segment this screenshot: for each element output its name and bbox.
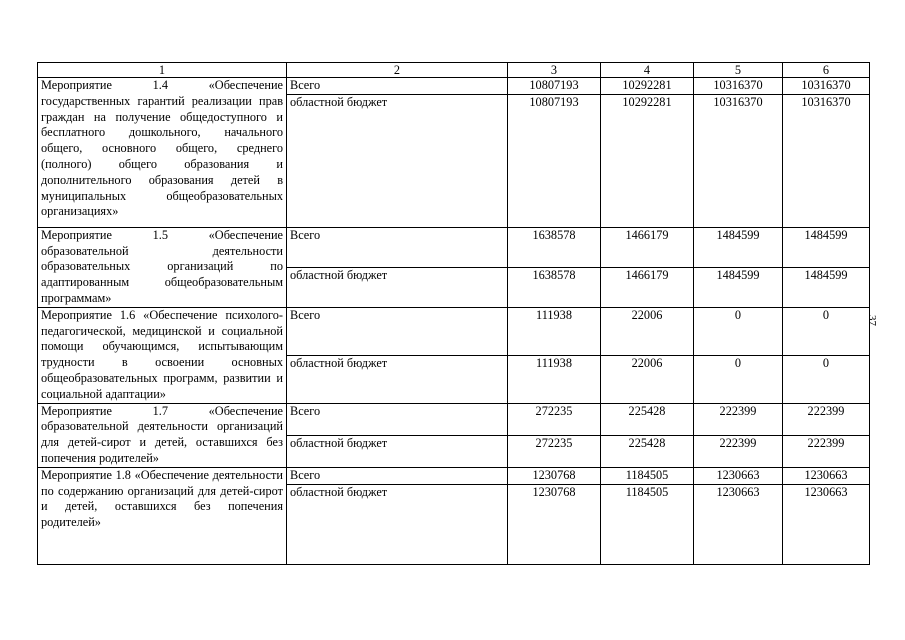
value-cell: 222399 bbox=[694, 403, 783, 435]
value-cell: 10807193 bbox=[508, 78, 601, 95]
column-header-4: 4 bbox=[601, 63, 694, 78]
measure-cell: Мероприятие 1.6 «Обеспечение психолого-педагогической, медицинской и социальной помощи обучающимся, испытывающим трудности в освоении основных общеобразовательных программ, развитии и социальной адаптации» bbox=[38, 307, 287, 403]
value-cell: 222399 bbox=[783, 435, 870, 467]
budget-table bbox=[37, 62, 870, 565]
table-row bbox=[38, 307, 870, 355]
value-cell: 0 bbox=[694, 355, 783, 403]
measure-cell: Мероприятие 1.4 «Обеспечение государственных гарантий реализации прав граждан на получение общедоступного и бесплатного дошкольного, начального общего, основного общего, среднего (полного) общего образования и дополнительного образования детей в муниципальных общеобразовательных организациях» bbox=[38, 78, 287, 228]
table-row bbox=[38, 467, 870, 484]
value-cell: 10316370 bbox=[783, 78, 870, 95]
source-cell: областной бюджет bbox=[287, 267, 508, 307]
value-cell: 1466179 bbox=[601, 267, 694, 307]
value-cell: 0 bbox=[783, 355, 870, 403]
page-number: 37 bbox=[866, 315, 878, 326]
value-cell: 22006 bbox=[601, 307, 694, 355]
value-cell: 1638578 bbox=[508, 227, 601, 267]
value-cell: 225428 bbox=[601, 435, 694, 467]
value-cell: 1484599 bbox=[783, 267, 870, 307]
value-cell: 1184505 bbox=[601, 467, 694, 484]
value-cell: 225428 bbox=[601, 403, 694, 435]
value-cell: 272235 bbox=[508, 435, 601, 467]
source-cell: Всего bbox=[287, 307, 508, 355]
table-row bbox=[38, 227, 870, 267]
source-cell: Всего bbox=[287, 227, 508, 267]
header-row bbox=[38, 63, 870, 78]
value-cell: 10316370 bbox=[694, 94, 783, 227]
table-row bbox=[38, 403, 870, 435]
value-cell: 10292281 bbox=[601, 78, 694, 95]
value-cell: 1638578 bbox=[508, 267, 601, 307]
value-cell: 1230663 bbox=[783, 484, 870, 564]
source-cell: Всего bbox=[287, 78, 508, 95]
value-cell: 0 bbox=[694, 307, 783, 355]
column-header-6: 6 bbox=[783, 63, 870, 78]
column-header-5: 5 bbox=[694, 63, 783, 78]
value-cell: 1484599 bbox=[694, 267, 783, 307]
value-cell: 1484599 bbox=[694, 227, 783, 267]
value-cell: 0 bbox=[783, 307, 870, 355]
source-cell: областной бюджет bbox=[287, 94, 508, 227]
value-cell: 111938 bbox=[508, 307, 601, 355]
value-cell: 1484599 bbox=[783, 227, 870, 267]
source-cell: областной бюджет bbox=[287, 355, 508, 403]
value-cell: 10316370 bbox=[694, 78, 783, 95]
value-cell: 1230768 bbox=[508, 467, 601, 484]
measure-cell: Мероприятие 1.8 «Обеспечение деятельности по содержанию организаций для детей-сирот и детей, оставшихся без попечения родителей» bbox=[38, 467, 287, 564]
source-cell: областной бюджет bbox=[287, 484, 508, 564]
value-cell: 10316370 bbox=[783, 94, 870, 227]
value-cell: 272235 bbox=[508, 403, 601, 435]
column-header-2: 2 bbox=[287, 63, 508, 78]
source-cell: Всего bbox=[287, 403, 508, 435]
measure-cell: Мероприятие 1.5 «Обеспечение образовательной деятельности образовательных организаций по адаптированным общеобразовательным программам» bbox=[38, 227, 287, 307]
measure-cell: Мероприятие 1.7 «Обеспечение образовательной деятельности организаций для детей-сирот и детей, оставшихся без попечения родителей» bbox=[38, 403, 287, 467]
column-header-1: 1 bbox=[38, 63, 287, 78]
table-row bbox=[38, 78, 870, 95]
value-cell: 222399 bbox=[783, 403, 870, 435]
value-cell: 1230768 bbox=[508, 484, 601, 564]
column-header-3: 3 bbox=[508, 63, 601, 78]
value-cell: 1230663 bbox=[694, 467, 783, 484]
value-cell: 10807193 bbox=[508, 94, 601, 227]
value-cell: 22006 bbox=[601, 355, 694, 403]
source-cell: Всего bbox=[287, 467, 508, 484]
value-cell: 1184505 bbox=[601, 484, 694, 564]
value-cell: 111938 bbox=[508, 355, 601, 403]
value-cell: 1466179 bbox=[601, 227, 694, 267]
value-cell: 222399 bbox=[694, 435, 783, 467]
value-cell: 1230663 bbox=[694, 484, 783, 564]
value-cell: 10292281 bbox=[601, 94, 694, 227]
value-cell: 1230663 bbox=[783, 467, 870, 484]
source-cell: областной бюджет bbox=[287, 435, 508, 467]
